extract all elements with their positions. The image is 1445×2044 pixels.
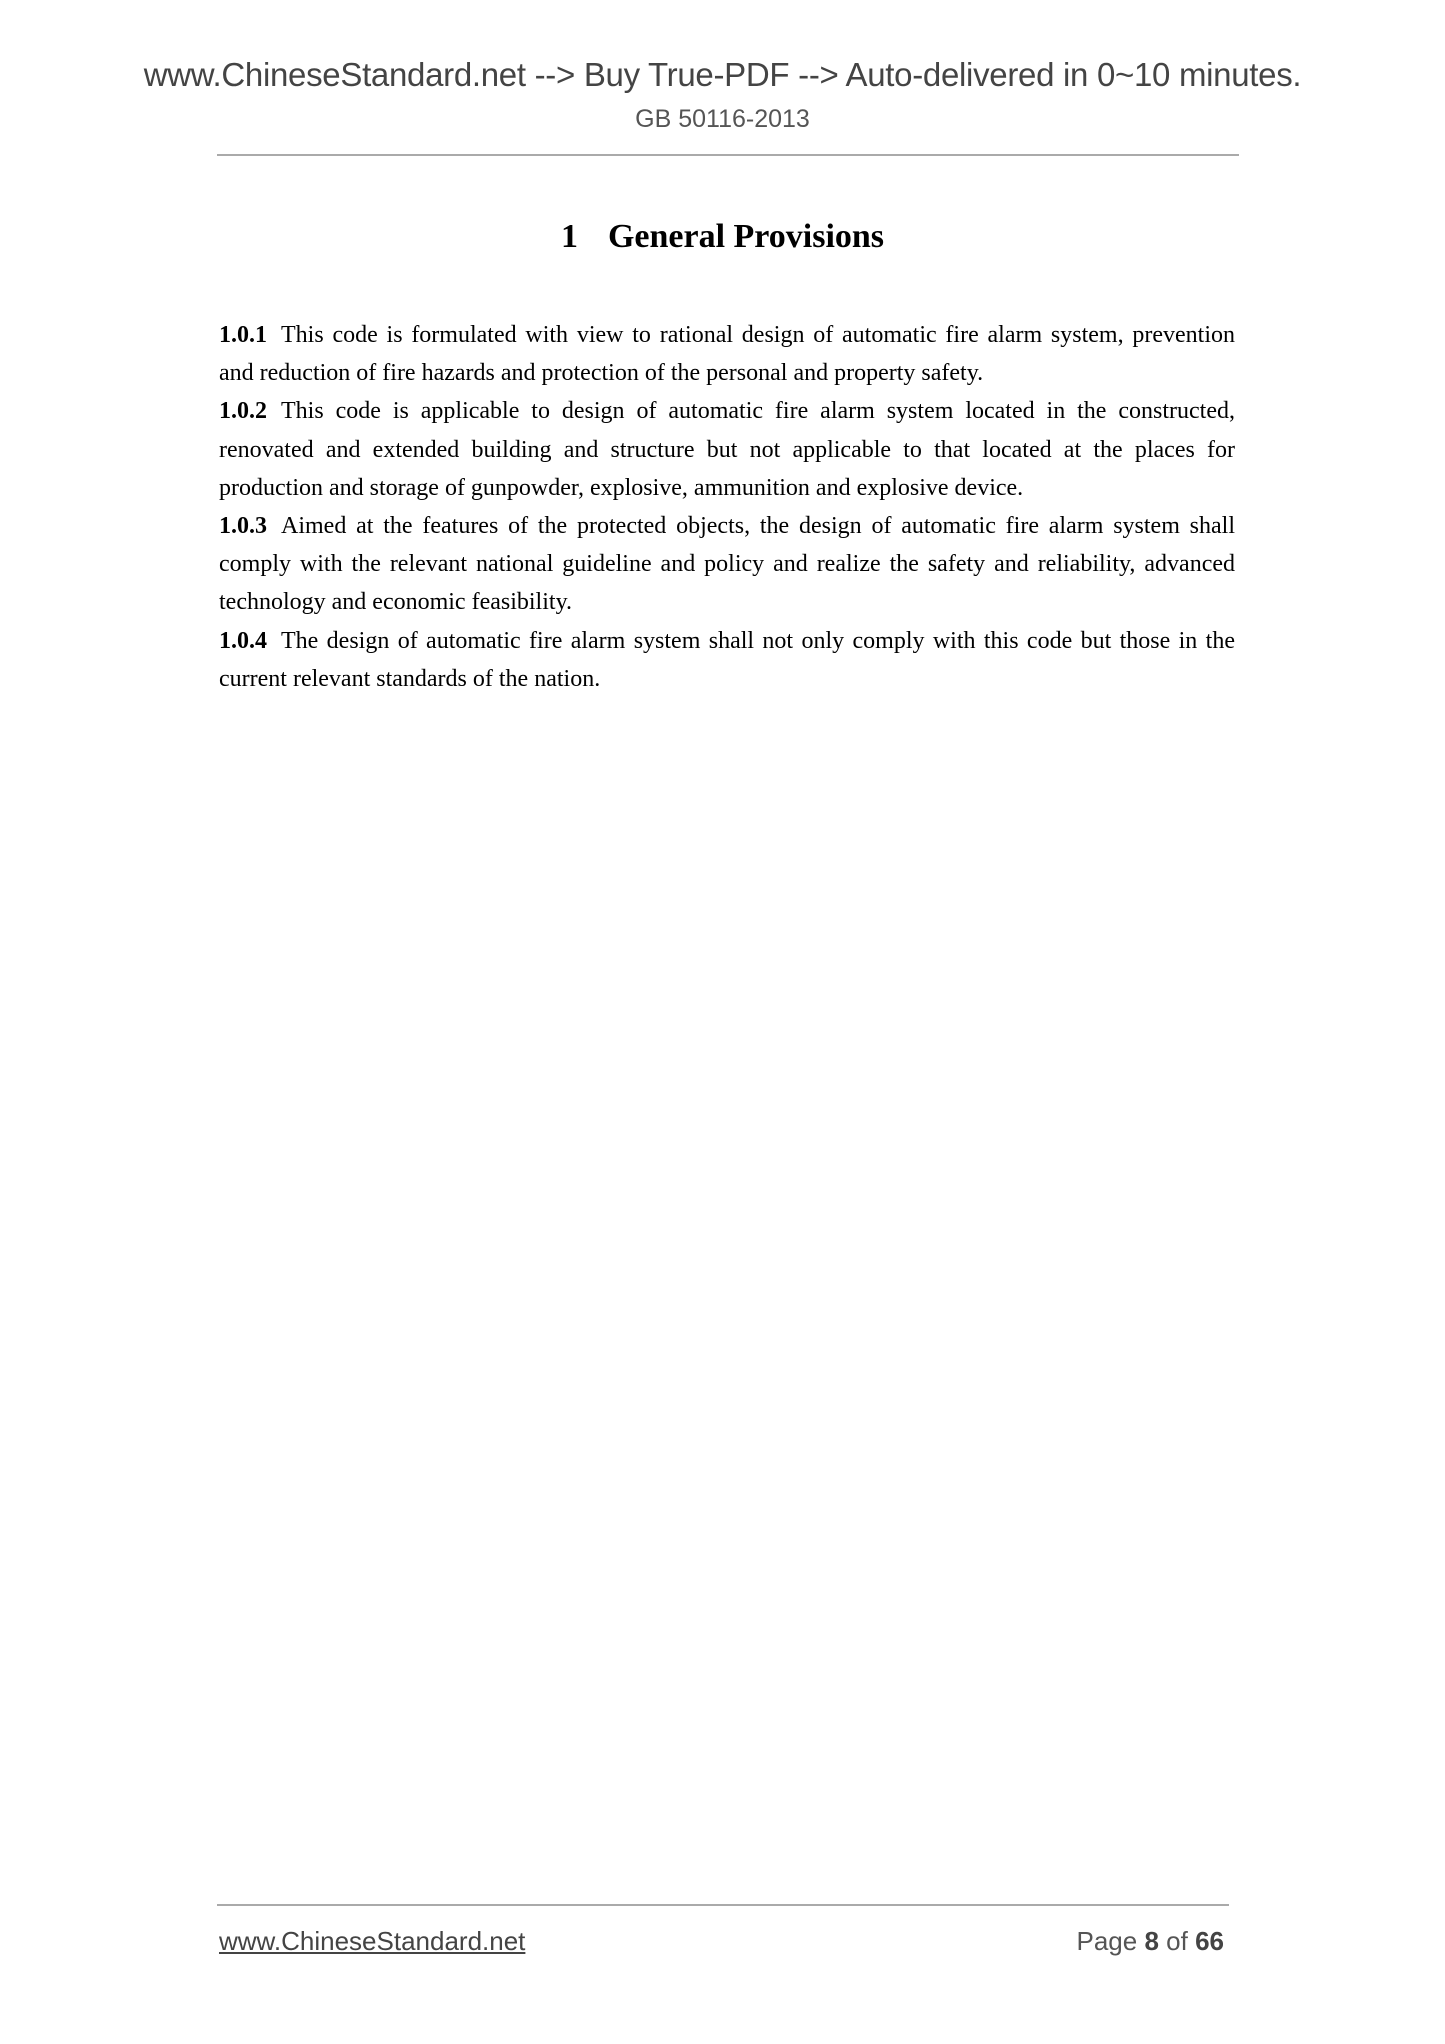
- clause-number: 1.0.1: [219, 322, 267, 348]
- clause-number: 1.0.4: [219, 627, 267, 654]
- clause: [219, 507, 1235, 622]
- of-label: of: [1166, 1926, 1188, 1956]
- page-indicator: [1076, 1926, 1224, 1957]
- clauses: [219, 316, 1235, 698]
- clause-number: 1.0.3: [219, 513, 267, 540]
- clause: [219, 316, 1235, 392]
- clause-text: This code is formulated with view to rational design of automatic fire alarm system, prevention and reduction of fire hazards and protection of the personal and property safety.: [219, 322, 1235, 387]
- footer-divider: [217, 1904, 1229, 1906]
- section-title-text: General Provisions: [607, 218, 885, 255]
- section-title: [0, 218, 1445, 256]
- clause: [219, 392, 1235, 507]
- page-total: 66: [1195, 1926, 1224, 1956]
- header-banner: www.ChineseStandard.net --> Buy True-PDF --> Auto-delivered in 0~10 minutes.: [143, 56, 1302, 93]
- page-current: 8: [1144, 1926, 1159, 1956]
- section-number: 1: [560, 218, 578, 255]
- clause-text: Aimed at the features of the protected objects, the design of automatic fire alarm system shall comply with the relevant national guideline and policy and realize the safety and reliability, advanced technology and economic feasibility.: [219, 513, 1235, 616]
- page-label: Page: [1076, 1926, 1138, 1956]
- standard-code: GB 50116-2013: [635, 105, 810, 133]
- clause-text: The design of automatic fire alarm system shall not only comply with this code but those in the current relevant standards of the nation.: [219, 627, 1235, 692]
- clause: [219, 622, 1235, 698]
- footer-website-link[interactable]: www.ChineseStandard.net: [219, 1926, 526, 1956]
- clause-number: 1.0.2: [219, 398, 267, 425]
- header-divider: [217, 154, 1239, 156]
- clause-text: This code is applicable to design of automatic fire alarm system located in the constructed, renovated and extended building and structure but not applicable to that located at the places for production and storage of gunpowder, explosive, ammunition and explosive device.: [219, 398, 1235, 501]
